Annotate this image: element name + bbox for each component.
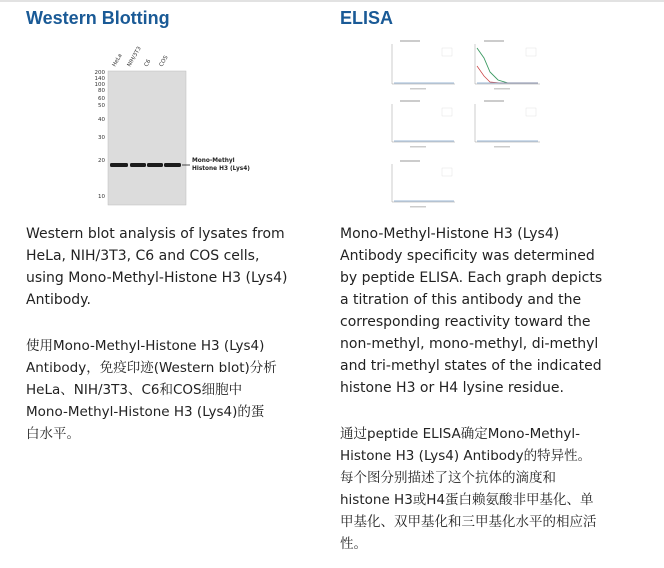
elisa-graph-panel — [475, 40, 540, 90]
text-line: Mono-Methyl-Histone H3 (Lys4)的蛋 — [26, 404, 265, 420]
elisa-description-cn — [340, 423, 597, 555]
kda-marker: 20 — [98, 158, 105, 164]
lane-label: NIH/3T3 — [126, 45, 143, 68]
text-line: using Mono-Methyl-Histone H3 (Lys4) — [26, 270, 288, 286]
elisa-heading: ELISA — [340, 8, 394, 28]
text-line: 通过peptide ELISA确定Mono-Methyl- — [340, 426, 581, 442]
western-description-cn — [26, 335, 277, 445]
text-line: 使用Mono-Methyl-Histone H3 (Lys4) — [26, 338, 265, 354]
band-label-line2: Histone H3 (Lys4) — [192, 166, 250, 172]
elisa-graphs-image — [370, 36, 550, 216]
text-line: corresponding reactivity toward the — [340, 314, 591, 330]
elisa-graph-panel — [475, 100, 540, 148]
text-line: HeLa, NIH/3T3, C6 and COS cells, — [26, 248, 260, 264]
lane-label: COS — [158, 54, 170, 68]
text-line: Antibody. — [26, 292, 91, 308]
elisa-graph-panel — [392, 40, 455, 90]
elisa-description-en — [340, 223, 602, 399]
text-line: 白水平。 — [26, 426, 80, 442]
kda-marker: 140 — [94, 76, 105, 82]
text-line: by peptide ELISA. Each graph depicts — [340, 270, 603, 286]
text-line: a titration of this antibody and the — [340, 292, 582, 308]
kda-marker: 100 — [94, 82, 105, 88]
band-nih3t3 — [130, 163, 146, 167]
kda-marker: 10 — [98, 194, 105, 200]
kda-marker: 200 — [94, 70, 105, 76]
band-hela — [110, 163, 128, 167]
text-line: Mono-Methyl-Histone H3 (Lys4) — [340, 226, 560, 242]
text-line: 甲基化、双甲基化和三甲基化水平的相应活 — [340, 514, 597, 530]
text-line: HeLa、NIH/3T3、C6和COS细胞中 — [26, 382, 243, 398]
text-line: histone H3或H4蛋白赖氨酸非甲基化、单 — [340, 492, 594, 508]
text-line: 性。 — [340, 536, 367, 552]
kda-marker: 40 — [98, 117, 105, 123]
top-divider — [0, 0, 664, 2]
kda-marker: 60 — [98, 96, 105, 102]
text-line: Histone H3 (Lys4) Antibody的特异性。 — [340, 448, 592, 464]
band-cos — [164, 163, 181, 167]
text-line: 每个图分别描述了这个抗体的滴度和 — [340, 470, 556, 486]
text-line: histone H3 or H4 lysine residue. — [340, 380, 564, 396]
text-line: non-methyl, mono-methyl, di-methyl — [340, 336, 599, 352]
lane-label: C6 — [143, 58, 153, 68]
band-c6 — [147, 163, 163, 167]
kda-marker: 50 — [98, 103, 105, 109]
western-description-en — [26, 223, 287, 311]
lane-label: HeLa — [111, 52, 124, 68]
text-line: Antibody specificity was determined — [340, 248, 595, 264]
elisa-graph-panel — [392, 100, 455, 148]
text-line: and tri-methyl states of the indicated — [340, 358, 602, 374]
band-label-line1: Mono-Methyl — [192, 158, 235, 164]
text-line: Western blot analysis of lysates from — [26, 226, 285, 242]
text-line: Antibody，免疫印迹(Western blot)分析 — [26, 360, 277, 376]
kda-marker: 30 — [98, 135, 105, 141]
elisa-graph-panel — [392, 160, 455, 208]
kda-marker: 80 — [98, 88, 105, 94]
western-blotting-heading: Western Blotting — [26, 8, 170, 28]
western-blot-image — [76, 45, 250, 205]
